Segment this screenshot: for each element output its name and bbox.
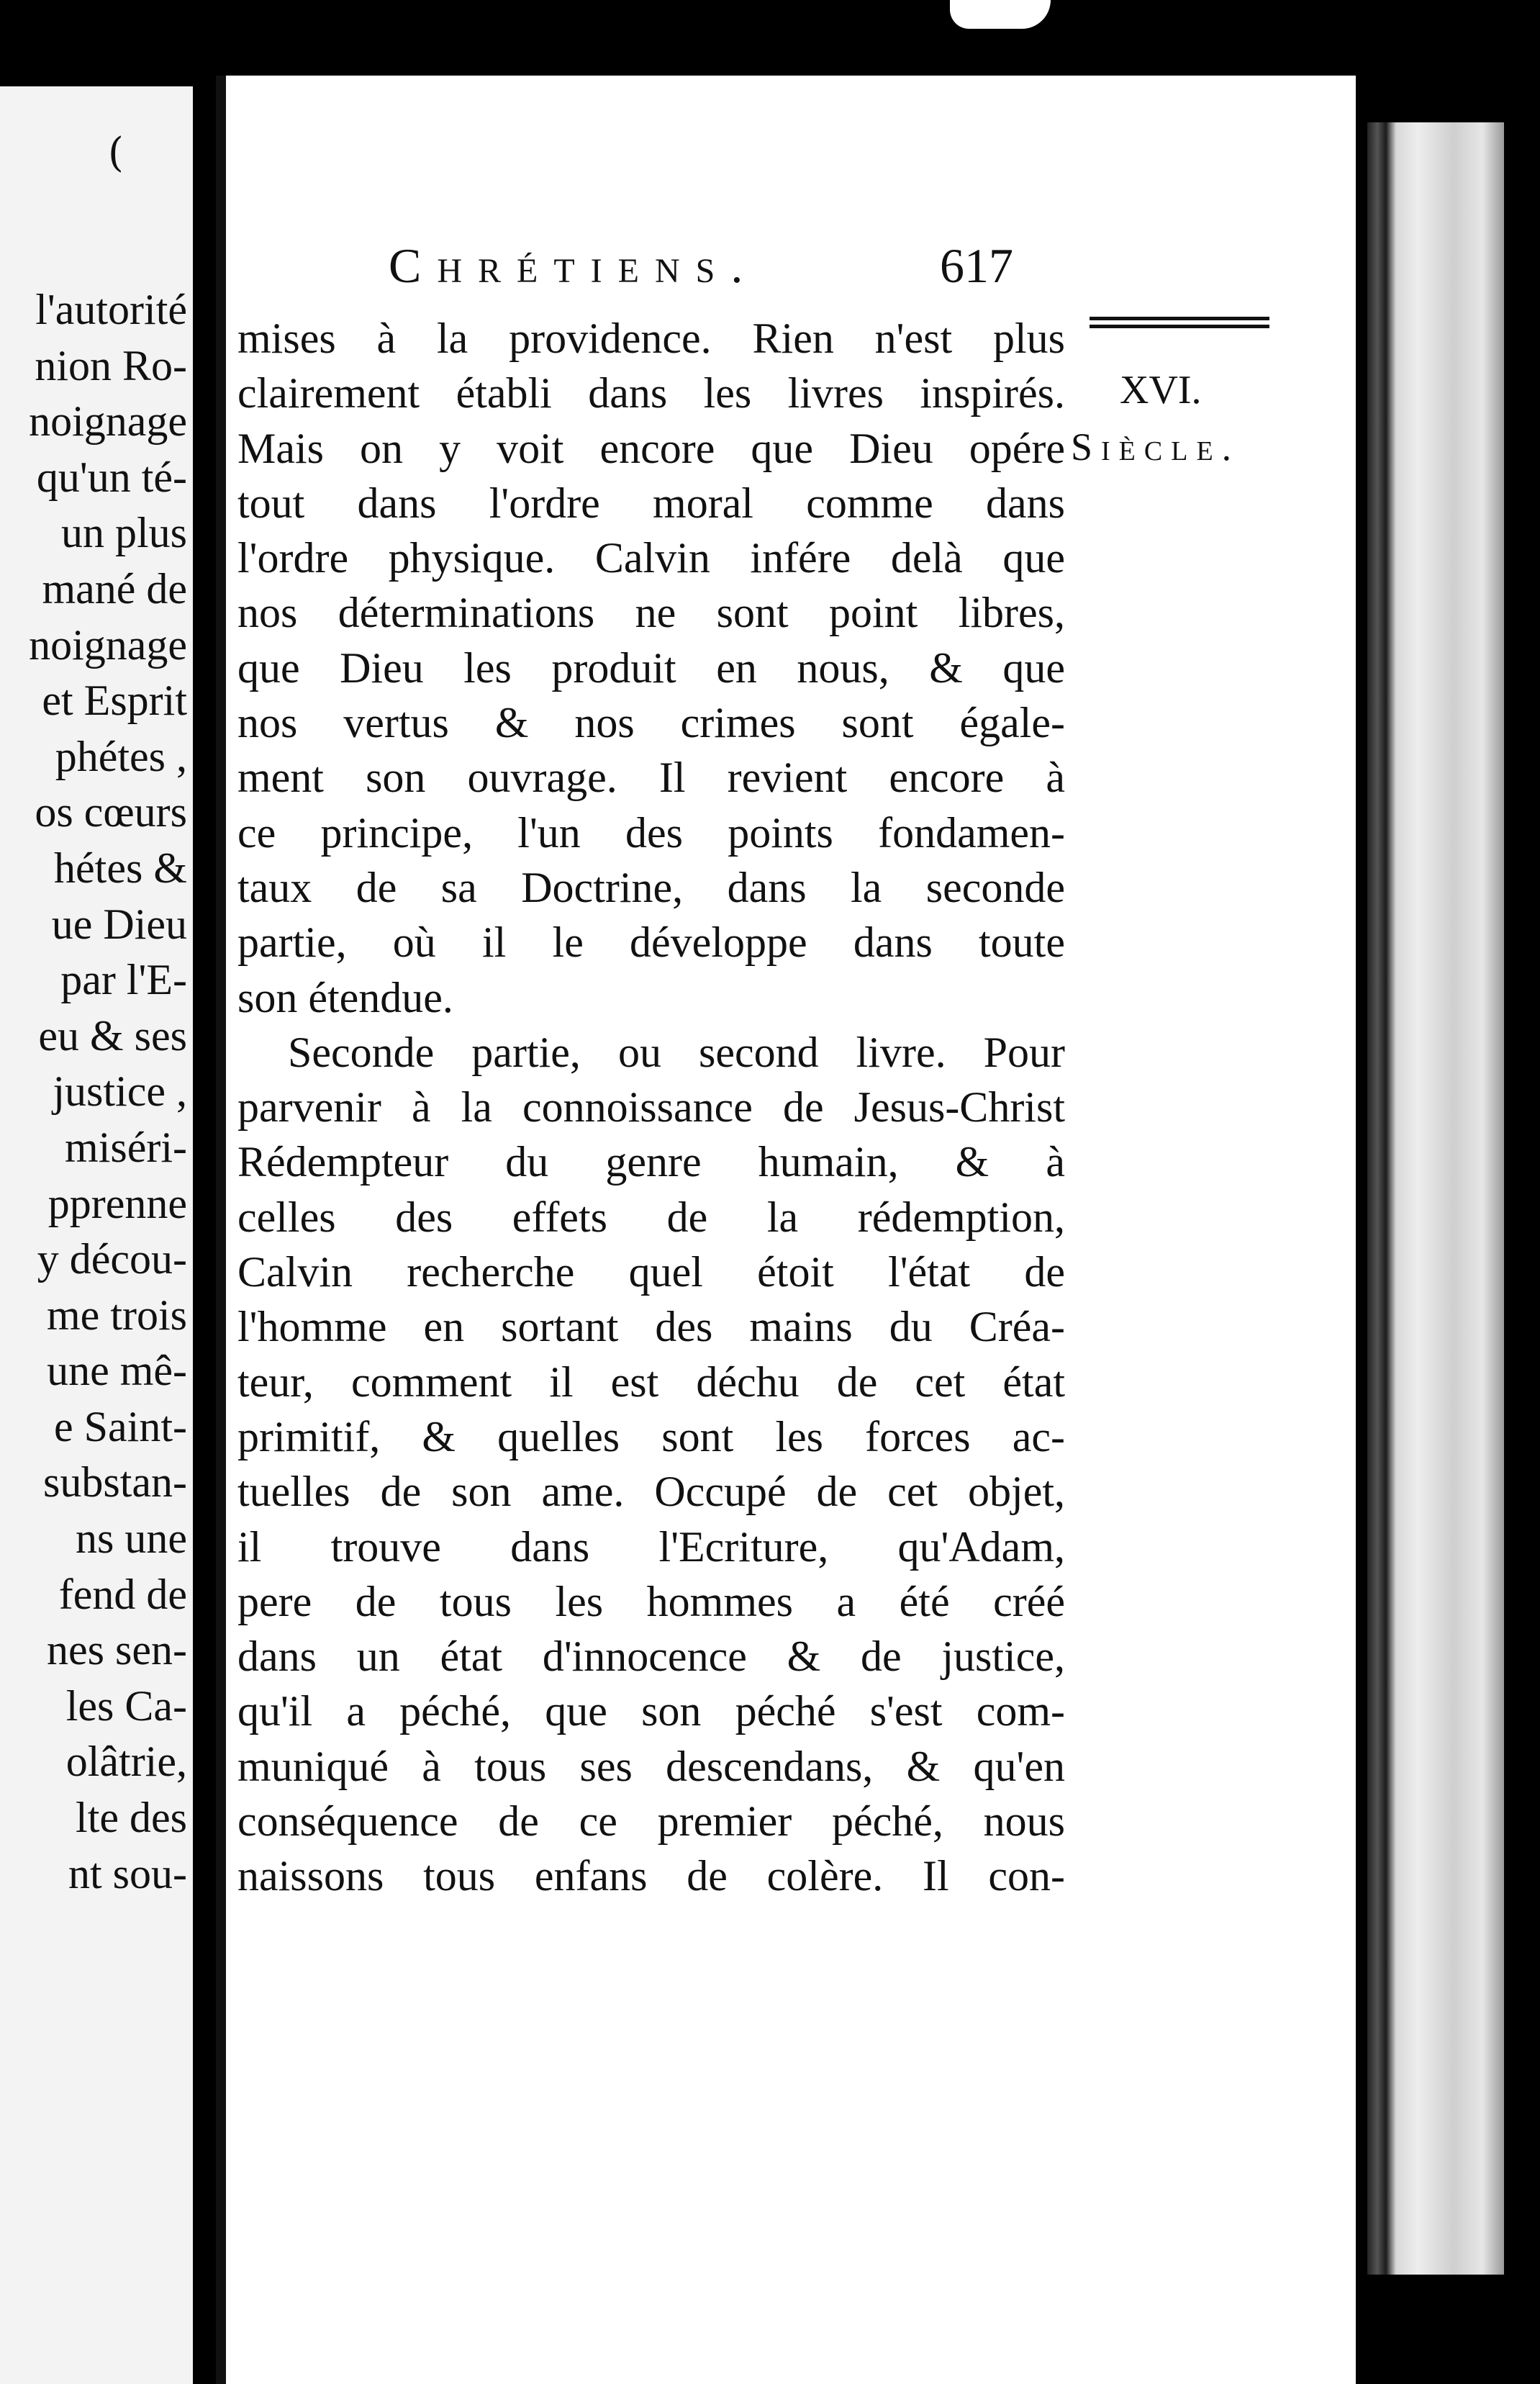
text-line: Seconde partie, ou second livre. Pour (288, 1028, 1065, 1076)
text-line: qu'il a péché, que son péché s'est com- (237, 1687, 1065, 1735)
text-line: celles des effets de la rédemption, (237, 1193, 1065, 1241)
text-line: l'ordre physique. Calvin infére delà que (237, 534, 1065, 582)
text-line: partie, où il le développe dans toute (237, 918, 1065, 967)
text-line: son étendue. (237, 973, 453, 1021)
facing-line: mané de (42, 564, 187, 613)
text-line: tuelles de son ame. Occupé de cet objet, (237, 1468, 1065, 1516)
facing-line: les Ca- (65, 1681, 187, 1730)
facing-line: fend de (58, 1570, 187, 1618)
facing-line: ue Dieu (51, 900, 187, 948)
text-line: naissons tous enfans de colère. Il con- (237, 1852, 1065, 1900)
facing-line: nt sou- (68, 1849, 187, 1897)
text-line: tout dans l'ordre moral comme dans (237, 479, 1065, 527)
margin-double-rule (1090, 317, 1269, 328)
facing-line: e Saint- (54, 1402, 187, 1450)
facing-line: eu & ses (38, 1011, 187, 1060)
facing-line: noignage (29, 397, 187, 446)
text-line: ment son ouvrage. Il revient encore à (237, 754, 1065, 802)
facing-line: hétes & (54, 844, 187, 892)
top-paper-blot (950, 0, 1051, 29)
running-head: Chrétiens. (389, 238, 759, 293)
facing-page-mark: ( (108, 130, 124, 176)
body-text (237, 311, 1065, 1904)
text-line: conséquence de ce premier péché, nous (237, 1797, 1065, 1846)
text-line: ce principe, l'un des points fondamen- (237, 808, 1065, 857)
text-line: Rédempteur du genre humain, & à (237, 1138, 1065, 1186)
margin-siecle-label: Siècle. (1071, 425, 1241, 469)
margin-century: XVI. (1120, 368, 1202, 412)
text-line: taux de sa Doctrine, dans la seconde (237, 863, 1065, 911)
text-line: mises à la providence. Rien n'est plus (237, 315, 1065, 362)
facing-line: par l'E- (60, 956, 187, 1004)
text-line: l'homme en sortant des mains du Créa- (237, 1303, 1065, 1351)
facing-line: me trois (47, 1291, 187, 1339)
text-line: dans un état d'innocence & de justice, (237, 1633, 1065, 1681)
facing-line: ns une (76, 1514, 187, 1563)
facing-line: noignage (29, 620, 187, 669)
text-line: que Dieu les produit en nous, & que (237, 644, 1065, 692)
facing-line: l'autorité (35, 286, 187, 333)
page-edges (1367, 122, 1504, 2275)
facing-line: lte des (76, 1794, 187, 1842)
text-line: Mais on y voit encore que Dieu opére (237, 424, 1065, 472)
facing-line: pprenne (47, 1179, 187, 1227)
page-number: 617 (940, 238, 1013, 293)
facing-line: qu'un té- (36, 453, 187, 501)
facing-line: une mê- (47, 1347, 187, 1395)
text-line: muniqué à tous ses descendans, & qu'en (237, 1742, 1065, 1790)
facing-page-fragment (0, 86, 193, 2384)
facing-line: olâtrie, (65, 1738, 187, 1786)
facing-line: substan- (43, 1458, 187, 1507)
facing-line: phétes , (55, 732, 187, 780)
facing-line: un plus (60, 509, 187, 557)
text-line: nos vertus & nos crimes sont égale- (237, 699, 1065, 747)
text-line: il trouve dans l'Ecriture, qu'Adam, (237, 1522, 1065, 1571)
facing-line: y décou- (37, 1235, 187, 1283)
text-line: parvenir à la connoissance de Jesus-Christ (237, 1083, 1065, 1132)
text-line: Calvin recherche quel étoit l'état de (237, 1248, 1065, 1296)
facing-line: os cœurs (35, 788, 187, 836)
facing-line: nion Ro- (35, 341, 187, 389)
text-line: clairement établi dans les livres inspirés. (237, 369, 1065, 417)
facing-page-text (29, 282, 187, 1902)
text-line: nos déterminations ne sont point libres, (237, 589, 1065, 637)
text-line: pere de tous les hommes a été créé (237, 1577, 1065, 1625)
text-line: teur, comment il est déchu de cet état (237, 1358, 1065, 1406)
facing-line: justice , (53, 1067, 187, 1116)
facing-line: miséri- (65, 1123, 187, 1171)
text-line: primitif, & quelles sont les forces ac- (237, 1412, 1065, 1460)
facing-line: et Esprit (42, 677, 187, 725)
facing-line: nes sen- (47, 1626, 187, 1674)
